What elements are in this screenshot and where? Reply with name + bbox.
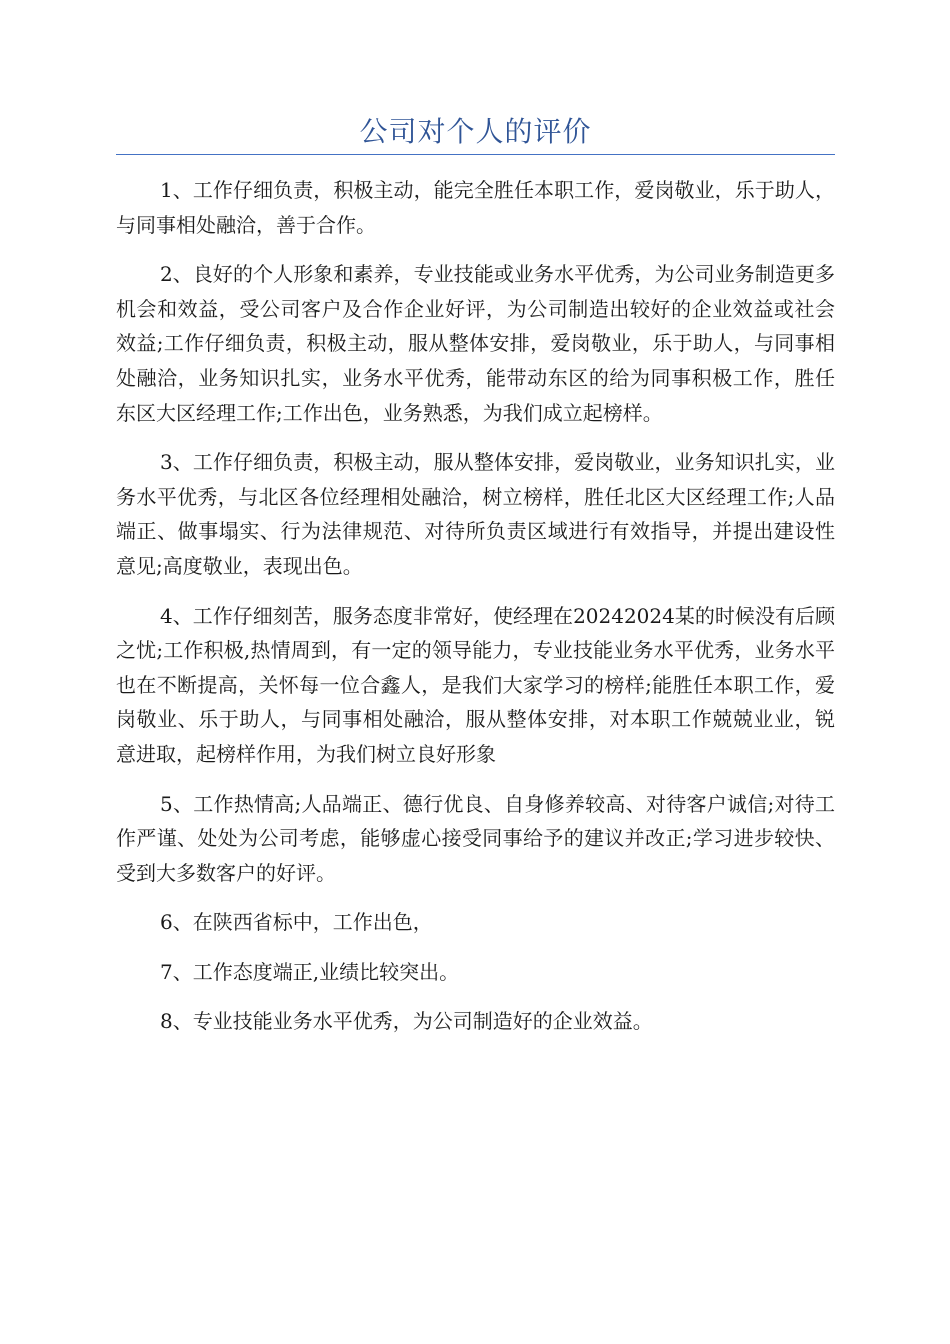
paragraph-7: 7、工作态度端正,业绩比较突出。 <box>160 959 460 984</box>
paragraph-5: 5、工作热情高;人品端正、德行优良、自身修养较高、对待客户诚信;对待工作严谨、处处为公司考虑，能够虚心接受同事给予的建议并改正;学习进步较快、受到大多数客户的好评。 <box>116 791 835 885</box>
document-title: 公司对个人的评价 <box>359 115 592 148</box>
paragraph-2: 2、良好的个人形象和素养，专业技能或业务水平优秀，为公司业务制造更多机会和效益，受公司客户及合作企业好评，为公司制造出较好的企业效益或社会效益;工作仔细负责，积极主动，服从整体安排，爱岗敬业，乐于助人，与同事相处融洽，业务知识扎实，业务水平优秀，能带动东区的给为同事积极工作，胜任东区大区经理工作;工作出色，业务熟悉，为我们成立起榜样。 <box>116 262 835 425</box>
paragraph-6: 6、在陕西省标中，工作出色， <box>160 910 433 935</box>
paragraph-3: 3、工作仔细负责，积极主动，服从整体安排，爱岗敬业，业务知识扎实，业务水平优秀，与北区各位经理相处融洽，树立榜样，胜任北区大区经理工作;人品端正、做事塌实、行为法律规范、对待所负责区域进行有效指导，并提出建设性意见;高度敬业，表现出色。 <box>116 450 835 578</box>
paragraph-8: 8、专业技能业务水平优秀，为公司制造好的企业效益。 <box>160 1009 653 1034</box>
paragraph-4: 4、工作仔细刻苦，服务态度非常好，使经理在20242024某的时候没有后顾之忧;工作积极,热情周到，有一定的领导能力，专业技能业务水平优秀，业务水平也在不断提高，关怀每一位合鑫人，是我们大家学习的榜样;能胜任本职工作，爱岗敬业、乐于助人，与同事相处融洽，服从整体安排，对本职工作兢兢业业，锐意进取，起榜样作用，为我们树立良好形象 <box>116 603 835 766</box>
paragraph-1: 1、工作仔细负责，积极主动，能完全胜任本职工作，爱岗敬业，乐于助人，与同事相处融洽，善于合作。 <box>116 178 835 237</box>
title-underline <box>116 154 835 155</box>
document-page <box>116 112 835 1054</box>
